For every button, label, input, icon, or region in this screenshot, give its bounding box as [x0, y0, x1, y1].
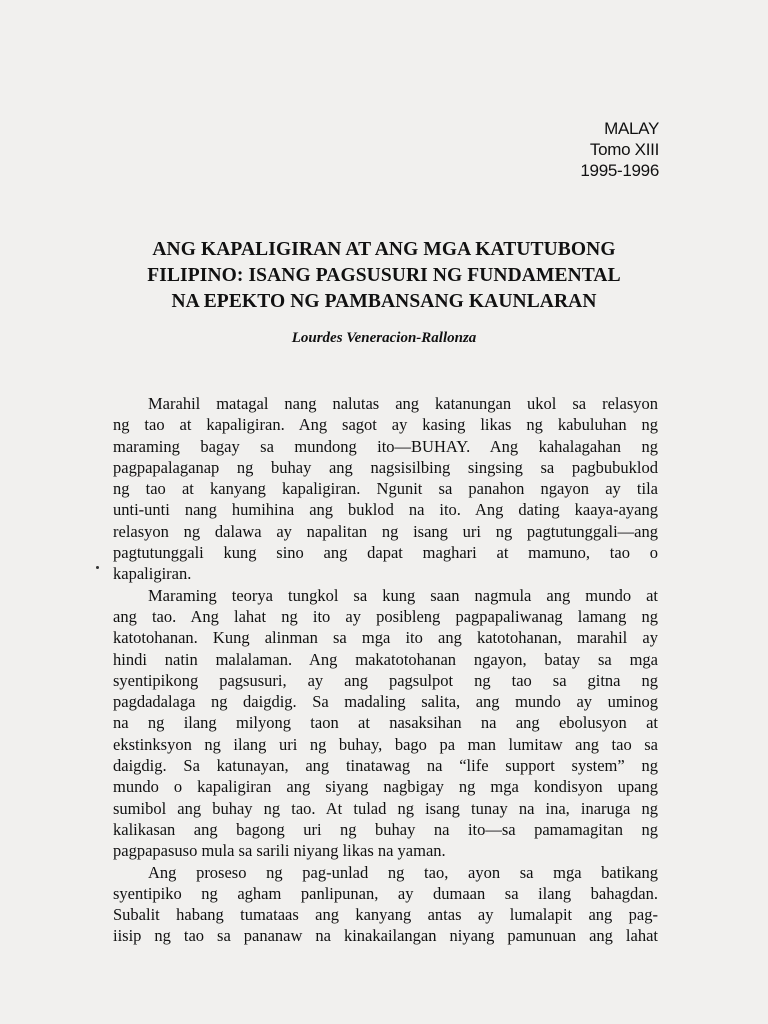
body-line: ekstinksyon ng ilang uri ng buhay, bago pa man lumitaw ang tao sa — [113, 734, 658, 754]
article-title — [110, 237, 658, 315]
body-line: kapaligiran. — [113, 564, 192, 584]
body-line: pagtutunggali kung sino ang dapat maghari at mamuno, tao o — [113, 543, 658, 563]
body-line: iisip ng tao sa pananaw na kinakailangan niyang pamunuan ang lahat — [113, 926, 658, 946]
body-line: syentipikong pagsusuri, ay ang pagsulpot ng tao sa gitna ng — [113, 670, 658, 690]
body-line: mundo o kapaligiran ang siyang nagbigay ng mga kondisyon upang — [113, 777, 658, 797]
journal-name: MALAY — [604, 119, 659, 138]
article-author: Lourdes Veneracion-Rallonza — [291, 330, 477, 346]
body-line: ng tao at kanyang kapaligiran. Ngunit sa panahon ngayon ay tila — [113, 479, 658, 499]
body-line: ang tao. Ang lahat ng ito ay posibleng pagpapaliwanag lamang ng — [113, 606, 658, 626]
body-line: daigdig. Sa katunayan, ang tinatawag na “life support system” ng — [113, 756, 658, 776]
body-line: pagpapasuso mula sa sarili niyang likas na yaman. — [113, 841, 446, 861]
body-line: kalikasan ang bagong uri ng buhay na ito—sa pamamagitan ng — [113, 819, 658, 839]
journal-header — [580, 118, 659, 181]
body-line: relasyon ng dalawa ay napalitan ng isang uri ng pagtutunggali—ang — [113, 521, 658, 541]
body-line: syentipiko ng agham panlipunan, ay dumaan sa ilang bahagdan. — [113, 883, 658, 903]
body-line: katotohanan. Kung alinman sa mga ito ang katotohanan, marahil ay — [113, 628, 658, 648]
speck-mark — [96, 566, 99, 569]
article-body — [113, 393, 658, 947]
body-line: Maraming teorya tungkol sa kung saan nagmula ang mundo at — [148, 585, 658, 605]
title-line: NA EPEKTO NG PAMBANSANG KAUNLARAN — [171, 291, 597, 312]
body-line: hindi natin malalaman. Ang makatotohanan ngayon, batay sa mga — [113, 649, 658, 669]
body-line: maraming bagay sa mundong ito—BUHAY. Ang kahalagahan ng — [113, 436, 658, 456]
title-line: ANG KAPALIGIRAN AT ANG MGA KATUTUBONG — [152, 239, 616, 260]
body-line: pagpapalaganap ng buhay ang nagsisilbing singsing sa pagbubuklod — [113, 457, 658, 477]
body-line: sumibol ang buhay ng tao. At tulad ng isang tunay na ina, inaruga ng — [113, 798, 658, 818]
body-line: na ng ilang milyong taon at nasaksihan na ang ebolusyon at — [113, 713, 658, 733]
journal-volume: Tomo XIII — [589, 140, 659, 159]
body-line: Marahil matagal nang nalutas ang katanungan ukol sa relasyon — [148, 394, 658, 413]
body-line: unti-unti nang humihina ang buklod na ito. Ang dating kaaya-ayang — [113, 500, 658, 520]
body-line: ng tao at kapaligiran. Ang sagot ay kasing likas ng kabuluhan ng — [113, 415, 658, 435]
journal-years: 1995-1996 — [580, 161, 659, 180]
title-line: FILIPINO: ISANG PAGSUSURI NG FUNDAMENTAL — [147, 265, 621, 286]
body-line: pagdadalaga ng daigdig. Sa madaling salita, ang mundo ay uminog — [113, 692, 658, 712]
body-line: Ang proseso ng pag-unlad ng tao, ayon sa mga batikang — [148, 862, 658, 882]
body-line: Subalit habang tumataas ang kanyang antas ay lumalapit ang pag- — [113, 905, 658, 925]
